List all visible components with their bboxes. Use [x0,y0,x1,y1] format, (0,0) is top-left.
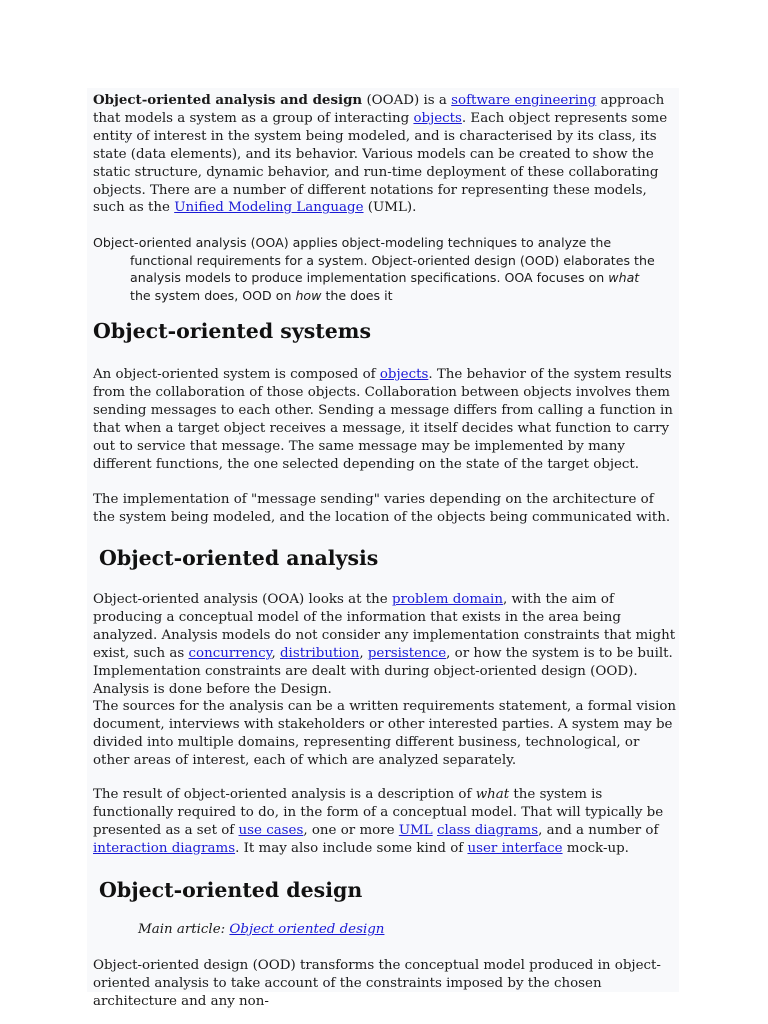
link-uml[interactable]: UML [398,822,433,838]
analysis-result-text-3: , one or more [303,822,399,838]
link-user-interface[interactable]: user interface [467,840,563,856]
analysis-paragraph-3 [93,786,677,858]
heading-object-oriented-analysis: Object-oriented analysis [99,546,379,570]
analysis-text-5: , or how the system is to be built. Implementation constraints are dealt with during object-oriented design (OOD). Analysis is done before the Design. [93,645,673,697]
analysis-paragraph-2: The sources for the analysis can be a written requirements statement, a formal vision document, interviews with stakeholders or other interested parties. A system may be divided into multiple domains, representing different business, technological, or other areas of interest, each of which are analyzed separately. [93,699,677,768]
link-unified-modeling-language[interactable]: Unified Modeling Language [174,200,364,216]
intro-paragraph [93,92,677,217]
ooa-line-3-text: analysis models to produce implementation specifications. OOA focuses on [130,270,609,286]
analysis-text-4: , [359,645,368,661]
analysis-result-text-7: mock-up. [562,840,629,856]
systems-text-2: . The behavior of the system results from the collaboration of those objects. Collaboration between objects involves them sending messages to each other. Sending a message differs from calling a function in that when a target object receives a message, it itself decides what function to carry out to service that message. The same message may be implemented by many different functions, the one selected depending on the state of the target object. [93,367,673,472]
link-class-diagrams[interactable]: class diagrams [436,822,539,838]
link-software-engineering[interactable]: software engineering [451,93,597,108]
link-problem-domain[interactable]: problem domain [391,592,503,607]
ooa-ood-paragraph [93,234,677,304]
analysis-result-text-6: . It may also include some kind of [235,840,468,856]
main-article-note [138,921,384,939]
analysis-text-3: , [271,645,280,661]
systems-text-1: An object-oriented system is composed of [93,367,380,382]
analysis-text-2: , with the aim of producing a conceptual model of the information that exists in the area being analyzed. Analysis models do not consider any implementation constraints that might exist, such as [93,592,676,661]
ooa-how-emphasis: how [295,287,322,303]
systems-paragraph-1 [93,366,677,473]
intro-text-1: (OOAD) is a [362,93,452,108]
link-use-cases[interactable]: use cases [238,822,304,838]
heading-object-oriented-design: Object-oriented design [99,878,363,902]
ooa-line-4-end: the does it [321,287,393,303]
link-interaction-diagrams[interactable]: interaction diagrams [93,840,236,856]
ooa-what-emphasis: what [608,270,640,286]
intro-term: Object-oriented analysis and design [93,92,363,108]
analysis-text-1: Object-oriented analysis (OOA) looks at the [93,592,392,607]
analysis-result-text-2: the system is functionally required to do, in the form of a conceptual model. That will typically be presented as a set of [93,787,664,838]
link-objects[interactable]: objects [413,110,462,126]
link-concurrency[interactable]: concurrency [188,645,272,661]
analysis-what-emphasis: what [475,787,510,802]
design-paragraph-1: Object-oriented design (OOD) transforms the conceptual model produced in object-oriented analysis to take account of the constraints imposed by the chosen architecture and any non- [93,958,661,1009]
intro-text-4: (UML). [363,200,417,216]
main-article-label: Main article: [138,922,230,937]
systems-paragraph-2: The implementation of "message sending" varies depending on the architecture of the system being modeled, and the location of the objects being communicated with. [93,492,671,525]
analysis-result-text-5: , and a number of [538,822,659,838]
ooa-line-4-text: the system does, OOD on [130,287,296,303]
intro-text-3: . Each object represents some entity of interest in the system being modeled, and is characterised by its class, its state (data elements), and its behavior. Various models can be created to show the static structure, dynamic behavior, and run-time deployment of these collaborating objects. There are a number of different notations for representing these models, such as the [93,110,668,216]
link-objects-2[interactable]: objects [379,367,429,382]
link-persistence[interactable]: persistence [367,645,447,661]
link-distribution[interactable]: distribution [279,645,360,661]
analysis-result-text-1: The result of object-oriented analysis is a description of [93,787,476,802]
ooa-line-2: functional requirements for a system. Object-oriented design (OOD) elaborates the [130,252,655,268]
ooa-line-4 [93,287,677,305]
ooa-line-1: Object-oriented analysis (OOA) applies object-modeling techniques to analyze the [93,235,612,250]
intro-text-2: approach that models a system as a group of interacting [93,93,665,126]
heading-object-oriented-systems: Object-oriented systems [93,319,372,343]
ooa-line-3 [93,269,677,287]
link-object-oriented-design[interactable]: Object oriented design [229,922,385,937]
analysis-paragraph-1 [93,591,677,698]
